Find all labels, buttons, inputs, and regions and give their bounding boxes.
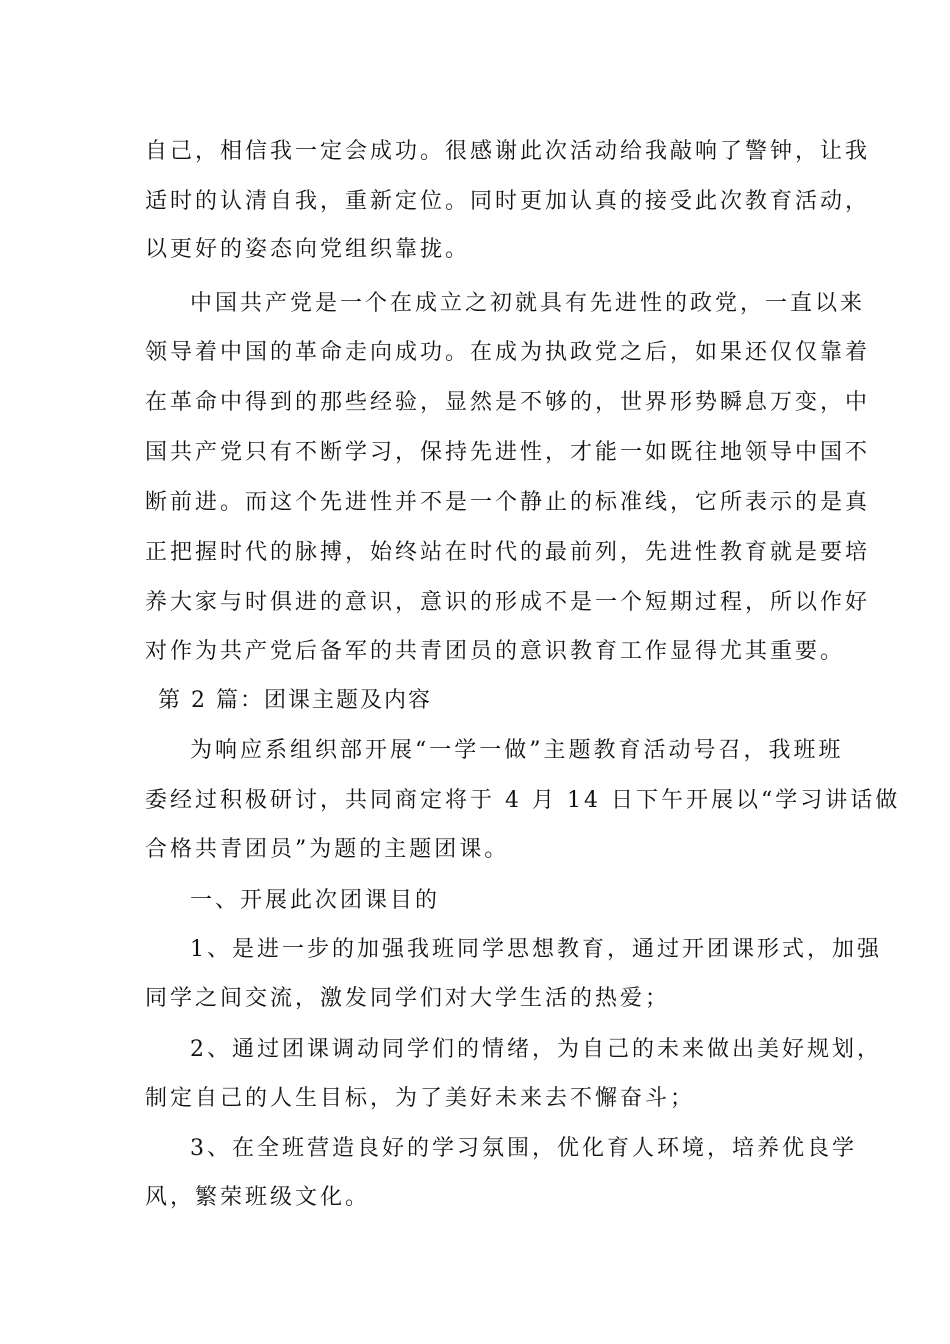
text-line: 中国共产党是一个在成立之初就具有先进性的政党，一直以来 [190,291,866,316]
text-line: 对作为共产党后备军的共青团员的意识教育工作显得尤其重要。 [145,639,846,664]
text-line: 在革命中得到的那些经验，显然是不够的，世界形势瞬息万变，中 [145,390,871,415]
text-line: 为响应系组织部开展“一学一做”主题教育活动号召，我班班 [190,738,844,763]
text-line: 委经过积极研讨，共同商定将于 4 月 14 日下午开展以“学习讲话做 [145,788,901,813]
text-line: 国共产党只有不断学习，保持先进性，才能一如既往地领导中国不 [145,440,871,465]
text-line: 以更好的姿态向党组织靠拢。 [145,237,471,262]
section-heading: 第 2 篇：团课主题及内容 [158,688,432,713]
text-line: 养大家与时俱进的意识，意识的形成不是一个短期过程，所以作好 [145,590,871,615]
text-line: 正把握时代的脉搏，始终站在时代的最前列，先进性教育就是要培 [145,540,871,565]
text-line: 断前进。而这个先进性并不是一个静止的标准线，它所表示的是真 [145,490,871,515]
text-line: 自己，相信我一定会成功。很感谢此次活动给我敲响了警钟，让我 [145,139,871,164]
text-line: 一、开展此次团课目的 [190,888,441,913]
text-line: 3、在全班营造良好的学习氛围，优化育人环境，培养优良学 [190,1136,857,1161]
text-line: 制定自己的人生目标，为了美好未来去不懈奋斗； [145,1086,696,1111]
text-line: 合格共青团员”为题的主题团课。 [145,837,510,862]
text-line: 风，繁荣班级文化。 [145,1185,371,1210]
text-line: 领导着中国的革命走向成功。在成为执政党之后，如果还仅仅靠着 [145,340,871,365]
text-line: 2、通过团课调动同学们的情绪，为自己的未来做出美好规划， [190,1037,882,1062]
text-line: 同学之间交流，激发同学们对大学生活的热爱； [145,986,671,1011]
text-line: 适时的认清自我，重新定位。同时更加认真的接受此次教育活动， [145,189,871,214]
text-line: 1、是进一步的加强我班同学思想教育，通过开团课形式，加强 [190,937,882,962]
